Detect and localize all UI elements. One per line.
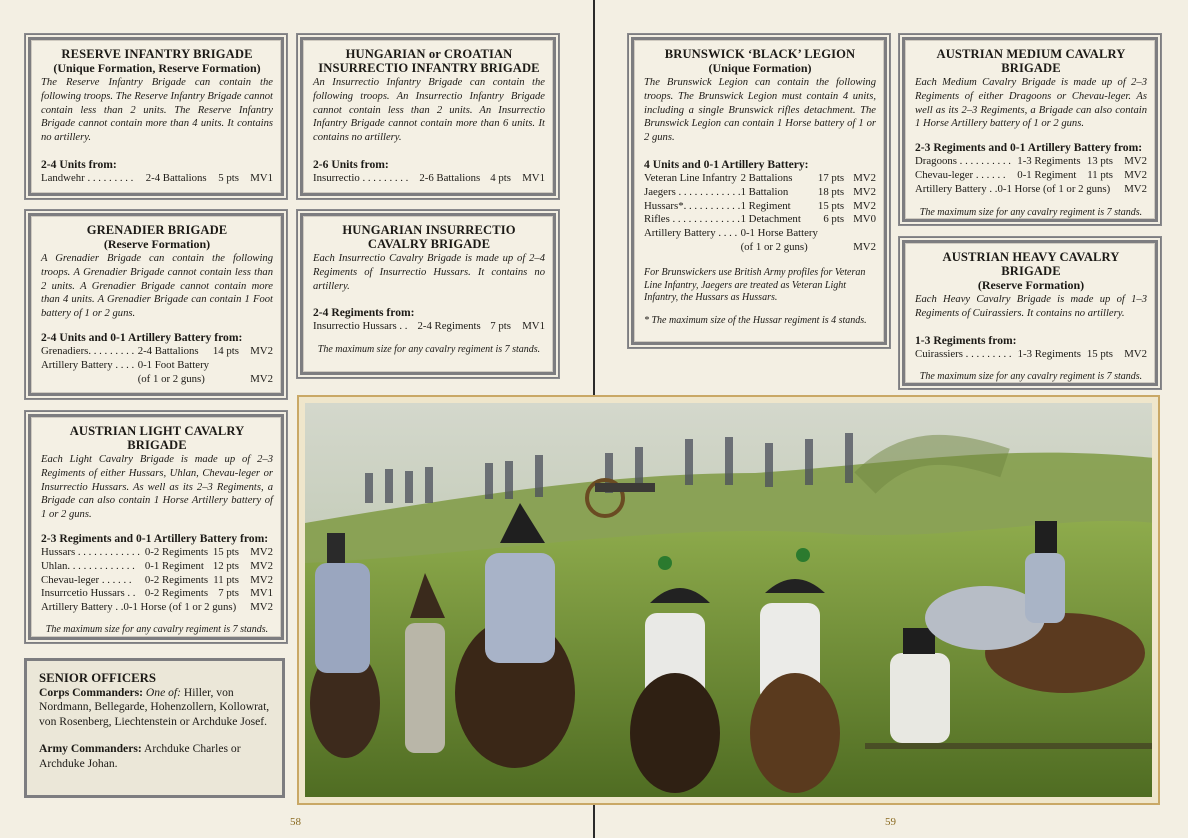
unit-count: 2-4 Battalions — [145, 171, 207, 184]
units-table — [915, 348, 1147, 362]
unit-points — [818, 227, 850, 241]
box-note: The maximum size for any cavalry regiment is 7 stands. — [919, 206, 1143, 218]
box-subtitle: (Unique Formation) — [708, 61, 812, 75]
brunswick-legion-box — [631, 37, 887, 345]
unit-row — [644, 186, 876, 200]
photo-frame — [297, 395, 1160, 805]
unit-count: 0-1 Foot Battery — [137, 358, 210, 371]
unit-mv: MV2 — [250, 545, 273, 558]
unit-count: 0-1 Horse (of 1 or 2 guns) — [123, 601, 237, 614]
unit-name: Dragoons . . . . . . . . . . — [915, 155, 1011, 168]
unit-name: Grenadiers. . . . . . . . . — [41, 344, 135, 357]
unit-mv: MV0 — [853, 213, 876, 226]
box-title: BRUNSWICK ‘BLACK’ LEGION — [664, 47, 856, 61]
unit-name: Chevau-leger . . . . . . — [41, 573, 132, 586]
units-table — [41, 546, 273, 615]
page-number-right: 59 — [885, 816, 896, 828]
unit-name: Insurrectio . . . . . . . . . — [313, 171, 409, 184]
unit-row — [41, 560, 273, 574]
box-note: For Brunswickers use British Army profiles for Veteran Line Infantry, Jaegers are treated as Veteran Light Infantry, the Hussars as Hussars. — [644, 266, 866, 304]
unit-mv: MV2 — [250, 372, 273, 385]
unit-points: 18 pts — [817, 185, 845, 198]
box-title-line2: CAVALRY BRIGADE — [367, 237, 491, 251]
unit-points: 15 pts — [817, 199, 845, 212]
unit-mv — [850, 227, 876, 241]
unit-name — [41, 373, 138, 387]
grenadier-brigade-box — [28, 213, 284, 396]
unit-count: 1-3 Regiments — [1017, 347, 1081, 360]
unit-count: 2-6 Battalions — [419, 171, 481, 184]
corps-commanders — [39, 686, 270, 729]
unit-points — [212, 359, 245, 373]
unit-row — [644, 172, 876, 186]
unit-mv: MV1 — [250, 587, 273, 600]
unit-mv: MV1 — [522, 171, 545, 184]
senior-officers-title: SENIOR OFFICERS — [39, 671, 156, 685]
box-description: Each Medium Cavalry Brigade is made up of 2–3 Regiments of either Dragoons or Chevau-leger. As well as its 2–3 Regiments, a Brigade can also contain 1 Horse Artillery battery of 1 or 2 guns. — [915, 77, 1147, 130]
unit-count: 2 Battalions — [740, 171, 793, 184]
corps-commanders-names: Hiller, von Nordmann, Bellegarde, Hohenzollern, Kollowrat, von Rosenberg, Liechtenstein or Archduke Josef. — [39, 686, 270, 728]
unit-mv: MV2 — [853, 171, 876, 184]
unit-points: 11 pts — [213, 573, 239, 586]
unit-points: 7 pts — [490, 320, 511, 333]
unit-row — [41, 546, 273, 560]
unit-mv: MV1 — [522, 320, 545, 333]
unit-points: 11 pts — [1087, 168, 1113, 181]
units-label: 2-3 Regiments and 0-1 Artillery Battery from: — [915, 141, 1143, 155]
unit-mv: MV1 — [250, 171, 273, 184]
light-cavalry-brigade-box — [28, 414, 284, 640]
box-title: RESERVE INFANTRY BRIGADE — [61, 47, 253, 61]
insurrectio-infantry-brigade-box — [300, 37, 556, 196]
unit-count: 0-1 Regiment — [1017, 168, 1077, 181]
unit-name: Artillery Battery . . . . — [41, 358, 135, 371]
unit-mv: MV2 — [250, 344, 273, 357]
unit-count: 1-3 Regiments — [1017, 155, 1081, 168]
box-title-line2: INSURRECTIO INFANTRY BRIGADE — [318, 61, 540, 75]
unit-name: Hussars . . . . . . . . . . . . — [41, 545, 140, 558]
unit-name: Insurrectio Hussars . . — [313, 320, 408, 333]
unit-count: (of 1 or 2 guns) — [740, 240, 808, 253]
unit-name: Veteran Line Infantry — [644, 171, 737, 184]
units-table — [644, 172, 876, 255]
page-number-left: 58 — [290, 816, 301, 828]
unit-count: 0-2 Regiments — [144, 573, 209, 586]
units-table — [41, 345, 273, 386]
unit-name: Hussars*. . . . . . . . . . . — [644, 199, 741, 212]
unit-points: 5 pts — [218, 171, 239, 184]
unit-mv: MV2 — [853, 185, 876, 198]
units-table — [41, 172, 273, 186]
unit-mv: MV2 — [1124, 168, 1147, 181]
box-title: HUNGARIAN or CROATIAN — [345, 47, 513, 61]
corps-commanders-prefix: One of: — [145, 686, 182, 699]
insurrectio-cavalry-brigade-box — [300, 213, 556, 375]
units-label: 4 Units and 0-1 Artillery Battery: — [644, 157, 809, 171]
unit-row — [41, 587, 273, 601]
corps-commanders-label: Corps Commanders: — [39, 686, 144, 699]
senior-officers-box — [24, 658, 285, 798]
unit-count: 1 Battalion — [740, 185, 789, 198]
units-label: 2-4 Regiments from: — [313, 306, 415, 320]
unit-points: 7 pts — [218, 587, 239, 600]
unit-points: 13 pts — [1086, 155, 1113, 168]
unit-points: 4 pts — [490, 171, 511, 184]
unit-name: Artillery Battery . . . . — [644, 227, 738, 240]
unit-row — [915, 155, 1147, 169]
unit-count: 1 Detachment — [740, 213, 801, 226]
units-table — [313, 172, 545, 186]
box-title: AUSTRIAN MEDIUM CAVALRY BRIGADE — [936, 47, 1126, 75]
unit-name: Artillery Battery . . — [41, 601, 124, 614]
unit-name: Rifles . . . . . . . . . . . . . — [644, 213, 740, 226]
unit-name — [644, 241, 741, 255]
box-title: GRENADIER BRIGADE — [86, 223, 228, 237]
unit-mv: MV2 — [1124, 347, 1147, 360]
unit-name: Landwehr . . . . . . . . . — [41, 171, 134, 184]
unit-row — [915, 169, 1147, 183]
units-label: 2-6 Units from: — [313, 157, 389, 171]
box-description: An Insurrectio Infantry Brigade can contain the following troops. An Insurrectio Infantry Brigade cannot contain less than 2 units. An Insurrectio Infantry Brigade cannot contain more than 6 units. It contains no artillery. — [313, 77, 545, 144]
unit-points: 17 pts — [817, 171, 845, 184]
unit-row — [41, 601, 273, 615]
box-title: AUSTRIAN LIGHT CAVALRY BRIGADE — [69, 424, 245, 452]
units-label: 2-4 Units and 0-1 Artillery Battery from: — [41, 330, 243, 344]
box-footnote: * The maximum size of the Hussar regiment is 4 stands. — [644, 315, 867, 327]
unit-count: (of 1 or 2 guns) — [137, 372, 205, 385]
reserve-infantry-brigade-box — [28, 37, 284, 196]
miniatures-photo — [305, 403, 1152, 797]
box-description: The Reserve Infantry Brigade can contain the following troops. The Reserve Infantry Brigade cannot contain less than 2 units. The Reserve Infantry Brigade cannot contain more than 4 units. It contains no artillery. — [41, 77, 273, 144]
unit-points: 14 pts — [212, 344, 239, 357]
box-subtitle: (Reserve Formation) — [103, 237, 211, 251]
unit-row — [313, 172, 545, 186]
units-label: 2-4 Units from: — [41, 157, 117, 171]
unit-name: Insurrcetio Hussars . . — [41, 587, 136, 600]
unit-mv: MV2 — [250, 601, 273, 614]
units-label: 1-3 Regiments from: — [915, 333, 1017, 347]
units-table — [313, 320, 545, 334]
box-title: AUSTRIAN HEAVY CAVALRY BRIGADE — [942, 250, 1120, 278]
unit-mv: MV2 — [853, 199, 876, 212]
unit-points: 15 pts — [1086, 347, 1113, 360]
unit-count: 2-4 Battalions — [137, 344, 199, 357]
unit-name: Cuirassiers . . . . . . . . . — [915, 347, 1012, 360]
unit-row — [41, 172, 273, 186]
unit-count: 0-1 Horse Battery — [740, 227, 818, 240]
unit-name: Artillery Battery . . — [915, 182, 998, 195]
unit-mv: MV2 — [250, 559, 273, 572]
miniatures-illustration — [305, 403, 1152, 797]
unit-name: Uhlan. . . . . . . . . . . . . — [41, 559, 135, 572]
unit-row — [644, 227, 876, 241]
unit-row — [41, 373, 273, 387]
unit-name: Jaegers . . . . . . . . . . . . — [644, 185, 741, 198]
army-commanders-label: Army Commanders: — [39, 742, 142, 756]
unit-row — [915, 348, 1147, 362]
box-description: A Grenadier Brigade can contain the following troops. A Grenadier Brigade cannot contain less than 2 units. A Grenadier Brigade cannot contain more than 4 units. A Grenadier Brigade can contain 1 Foot battery of 1 or 2 guns. — [41, 253, 273, 320]
unit-row — [313, 320, 545, 334]
unit-points — [818, 241, 850, 255]
unit-points: 15 pts — [212, 545, 239, 558]
army-commanders-names: Archduke Charles or Archduke Johan. — [39, 742, 241, 770]
unit-count: 0-2 Regiments — [144, 545, 209, 558]
unit-count: 2-4 Regiments — [417, 320, 481, 333]
unit-count: 1 Regiment — [740, 199, 791, 212]
box-subtitle: (Reserve Formation) — [977, 278, 1085, 292]
box-description: Each Light Cavalry Brigade is made up of 2–3 Regiments of either Hussars, Uhlan, Chevau-leger or Insurrectio Hussars. As well as its 2–3 Regiments, a Brigade can also contain 1 Horse Artillery battery of 1 or 2 guns. — [41, 454, 273, 521]
unit-mv: MV2 — [853, 240, 876, 253]
unit-row — [644, 213, 876, 227]
box-note: The maximum size for any cavalry regiment is 7 stands. — [45, 623, 269, 635]
box-description: Each Insurrectio Cavalry Brigade is made up of 2–4 Regiments of Insurrectio Hussars. It contains no artillery. — [313, 253, 545, 292]
unit-points: 6 pts — [823, 213, 845, 226]
unit-mv: MV2 — [1124, 155, 1147, 168]
unit-row — [41, 345, 273, 359]
unit-row — [41, 574, 273, 588]
unit-row — [644, 200, 876, 214]
unit-row — [915, 183, 1147, 197]
unit-mv: MV2 — [250, 573, 273, 586]
unit-count: 0-1 Horse (of 1 or 2 guns) — [997, 182, 1111, 195]
box-description: Each Heavy Cavalry Brigade is made up of 1–3 Regiments of Cuirassiers. It contains no artillery. — [915, 294, 1147, 319]
box-title: HUNGARIAN INSURRECTIO — [342, 223, 516, 237]
unit-mv: MV2 — [1124, 182, 1147, 195]
units-label: 2-3 Regiments and 0-1 Artillery Battery from: — [41, 531, 269, 545]
box-note: The maximum size for any cavalry regiment is 7 stands. — [919, 371, 1143, 383]
army-commanders — [39, 742, 270, 771]
unit-row — [41, 359, 273, 373]
unit-count: 0-2 Regiments — [144, 587, 209, 600]
box-subtitle: (Unique Formation, Reserve Formation) — [53, 61, 261, 75]
heavy-cavalry-brigade-box — [902, 240, 1158, 386]
unit-name-and-count — [41, 601, 245, 615]
unit-name: Chevau-leger . . . . . . — [915, 168, 1006, 181]
box-note: The maximum size for any cavalry regiment is 7 stands. — [317, 344, 541, 356]
unit-mv — [245, 359, 273, 373]
unit-name-and-count — [915, 183, 1119, 197]
box-description: The Brunswick Legion can contain the following troops. The Brunswick Legion must contain 4 units, including a single Brunswick rifles detachment. The Brunswick Legion can contain 1 Horse battery of 1 or 2 guns. — [644, 77, 876, 144]
unit-row — [644, 241, 876, 255]
unit-count: 0-1 Regiment — [144, 559, 204, 572]
units-table — [915, 155, 1147, 196]
medium-cavalry-brigade-box — [902, 37, 1158, 222]
unit-points — [212, 373, 245, 387]
unit-points: 12 pts — [212, 559, 239, 572]
